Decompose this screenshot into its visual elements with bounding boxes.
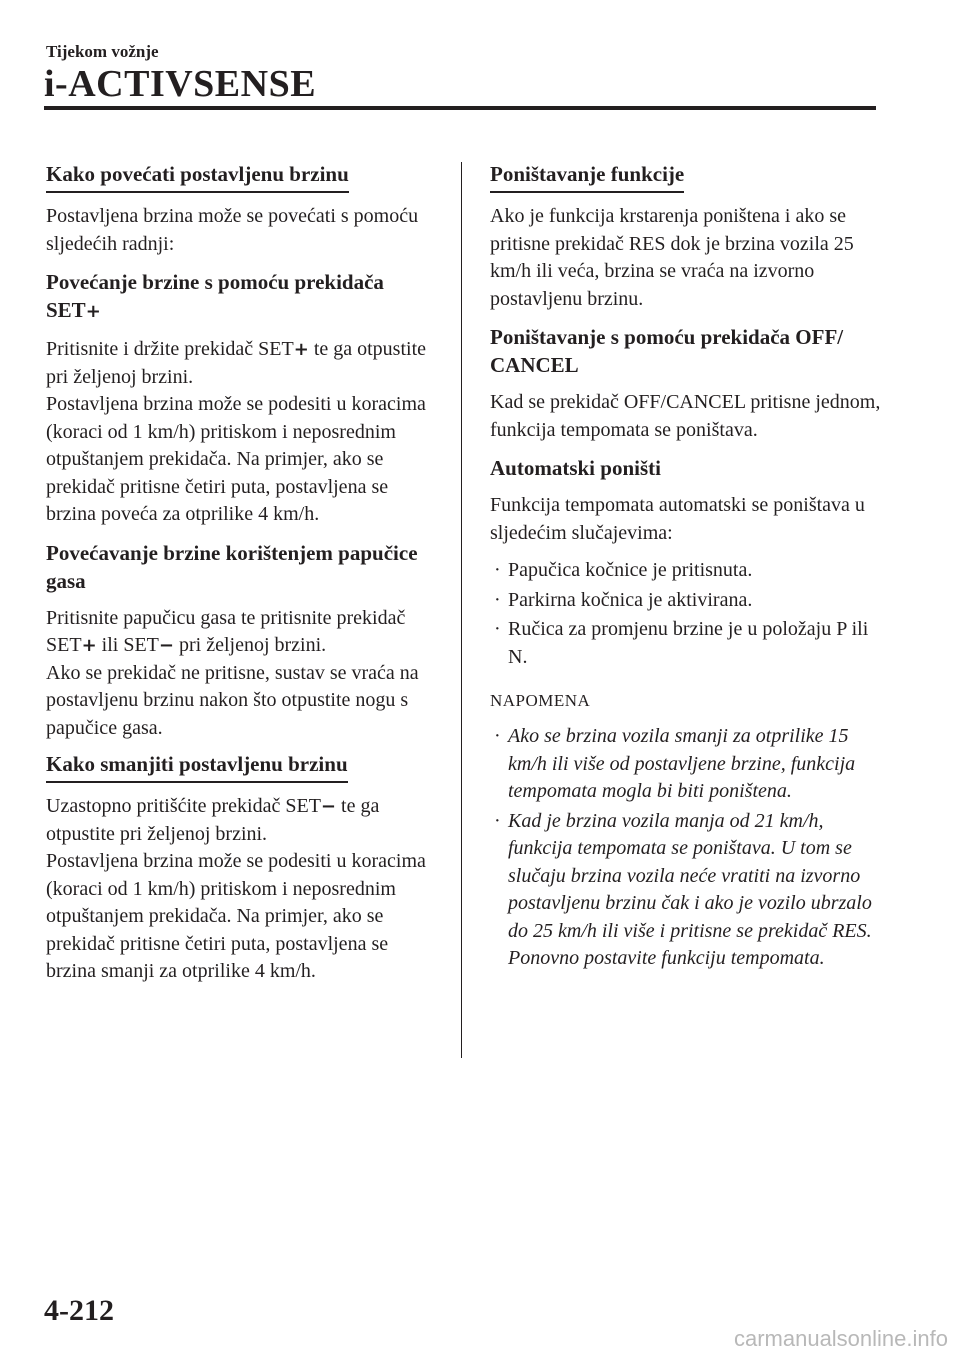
bullet-icon: · [494,588,501,611]
subheading-auto-cancel: Automatski poništi [490,456,661,480]
minus-icon: − [158,635,174,656]
page-number: 4-212 [44,1294,114,1327]
list-item: · Parkirna kočnica je aktivirana. [490,587,890,615]
cancel-conditions-list [490,557,890,671]
bullet-icon: · [494,559,501,581]
subheading-accelerator: Povećavanje brzine korištenjem papučice gasa [46,540,418,593]
heading-cancel-function: Poništavanje funkcije [490,162,684,193]
paragraph-set-plus: Pritisnite i držite prekidač SET+ te ga otpustite pri željenoj brzini. Postavljena brzina može se podesiti u koracima (koraci od 1 km/h) pritiskom i neposrednim otpuštanjem prekidača. Na primjer, ako se prekidač pritisne četiri puta, postavljena se brzina poveća za otprilike 4 km/h. [46,338,427,525]
paragraph-off-cancel: Kad se prekidač OFF/CANCEL pritisne jednom, funkcija tempomata se poništava. [490,391,881,441]
header-rule [44,106,876,110]
page-title: i-ACTIVSENSE [44,63,317,105]
heading-decrease-speed: Kako smanjiti postavljenu brzinu [46,752,348,783]
right-column [490,162,890,975]
note-list [490,723,890,973]
paragraph-intro: Postavljena brzina može se povećati s pomoću sljedećih radnji: [46,205,419,255]
heading-increase-speed: Kako povećati postavljenu brzinu [46,162,349,193]
watermark: carmanualsonline.info [733,1326,948,1351]
subheading-set-plus: Povećanje brzine s pomoću prekidača SET+ [46,270,384,322]
bullet-icon: · [494,809,501,832]
note-item: · Ako se brzina vozila smanji za otprilike 15 km/h ili više od postavljene brzine, funkcija tempomata mogla bi biti poništena. [494,725,856,802]
bullet-icon: · [494,725,501,747]
plus-icon: + [85,301,101,322]
minus-icon: − [320,796,337,817]
paragraph-accelerator: Pritisnite papučicu gasa te pritisnite prekidač SET+ ili SET− pri željenoj brzini. Ako se prekidač ne pritisne, sustav se vraća na postavljenu brzinu nakon što otpustite nogu s papučice gasa. [46,606,419,739]
section-label: Tijekom vožnje [46,42,159,61]
note-item: · Kad je brzina vozila manja od 21 km/h, funkcija tempomata se poništava. U tom se slučaju brzina vozila neće vratiti na izvorno postavljenu brzinu čak i ako je vozilo ubrzalo do 25 km/h ili više i pritisne se prekidač RES. Ponovno postavite funkciju tempomata. [494,809,872,969]
plus-icon: + [293,339,309,360]
bullet-icon: · [494,618,501,640]
column-divider [461,162,462,1058]
subheading-off-cancel: Poništavanje s pomoću prekidača OFF/ CANCEL [490,325,844,377]
paragraph-resume: Ako je funkcija krstarenja poništena i ako se pritisne prekidač RES dok je brzina vozila 25 km/h ili veća, brzina se vraća na izvorno postavljenu brzinu. [490,205,854,310]
plus-icon: + [81,635,97,656]
note-title: NAPOMENA [490,691,591,710]
list-item: · Papučica kočnice je pritisnuta. [490,557,890,585]
left-column [46,162,438,996]
list-item: · Ručica za promjenu brzine je u položaju P ili N. [494,618,869,668]
paragraph-auto-cancel: Funkcija tempomata automatski se poništava u sljedećim slučajevima: [490,494,865,544]
paragraph-set-minus: Uzastopno pritišćite prekidač SET− te ga otpustite pri željenoj brzini. Postavljena brzina može se podesiti u koracima (koraci od 1 km/h) pritiskom i neposrednim otpuštanjem prekidača. Na primjer, ako se prekidač pritisne četiri puta, postavljena se brzina smanji za otprilike 4 km/h. [46,795,426,982]
